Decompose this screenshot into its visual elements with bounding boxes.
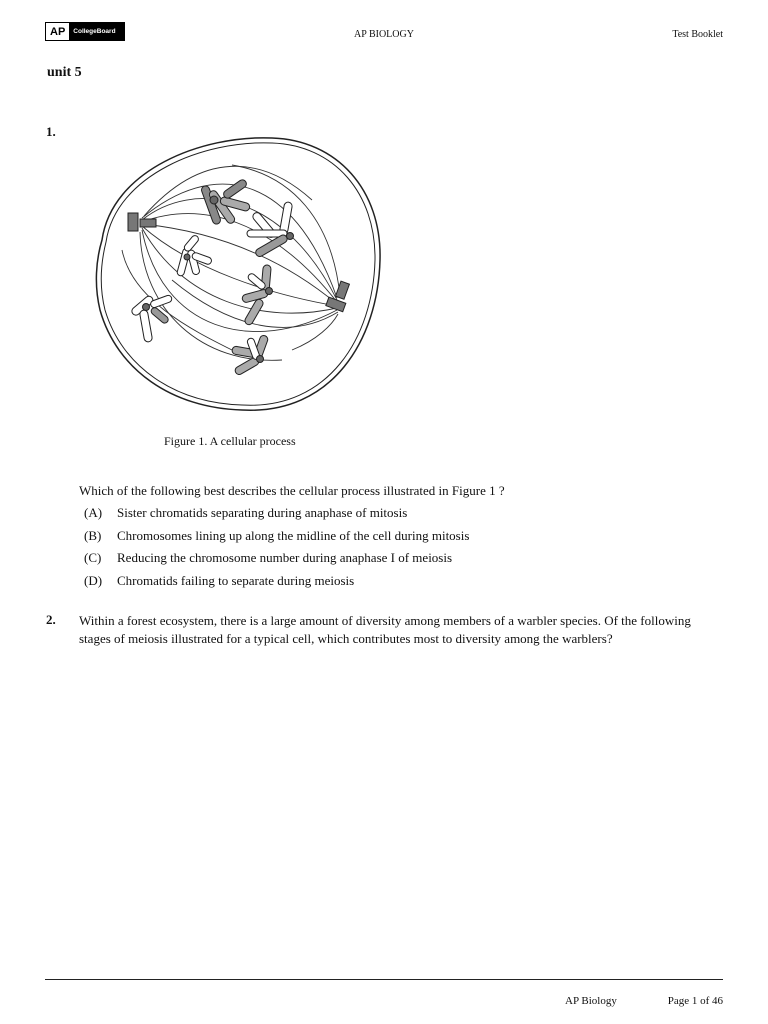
chromosome-center-right — [241, 265, 272, 326]
question-1-number: 1. — [46, 124, 56, 139]
unit-title: unit 5 — [47, 65, 82, 80]
figure-caption: Figure 1. A cellular process — [164, 434, 296, 448]
option-text: Chromosomes lining up along the midline of the cell during mitosis — [117, 528, 470, 543]
answer-option-d[interactable] — [84, 573, 354, 589]
option-letter: (B) — [84, 528, 102, 543]
chromosome-bottom — [232, 334, 269, 376]
logo-collegeboard-text: CollegeBoard — [69, 23, 124, 40]
logo-ap-text: AP — [46, 23, 69, 40]
footer-divider — [45, 979, 723, 980]
footer-page-number: Page 1 of 46 — [667, 995, 723, 1007]
chromosome-left-middle — [176, 234, 212, 276]
footer-subject: AP Biology — [565, 995, 617, 1007]
question-1-stem: Which of the following best describes the cellular process illustrated in Figure 1 ? — [79, 483, 505, 498]
header-booklet-label: Test Booklet — [672, 29, 723, 40]
option-letter: (A) — [84, 505, 103, 520]
answer-option-c[interactable] — [84, 550, 452, 566]
question-2-stem: Within a forest ecosystem, there is a large amount of diversity among members of a warbler species. Of the following stages of meiosis illustrated for a typical cell, which contributes most to diversity among the warblers? — [79, 613, 691, 646]
option-text: Reducing the chromosome number during anaphase I of meiosis — [117, 550, 453, 565]
option-text: Chromatids failing to separate during meiosis — [117, 573, 355, 588]
answer-option-b[interactable] — [84, 528, 469, 544]
header-subject: AP BIOLOGY — [354, 29, 414, 40]
cell-division-figure — [82, 130, 392, 420]
question-2-number: 2. — [46, 612, 56, 627]
answer-option-a[interactable] — [84, 505, 407, 521]
option-letter: (C) — [84, 550, 102, 565]
option-text: Sister chromatids separating during anaphase of mitosis — [117, 505, 408, 520]
chromosome-lower-left — [130, 294, 172, 342]
option-letter: (D) — [84, 573, 103, 588]
